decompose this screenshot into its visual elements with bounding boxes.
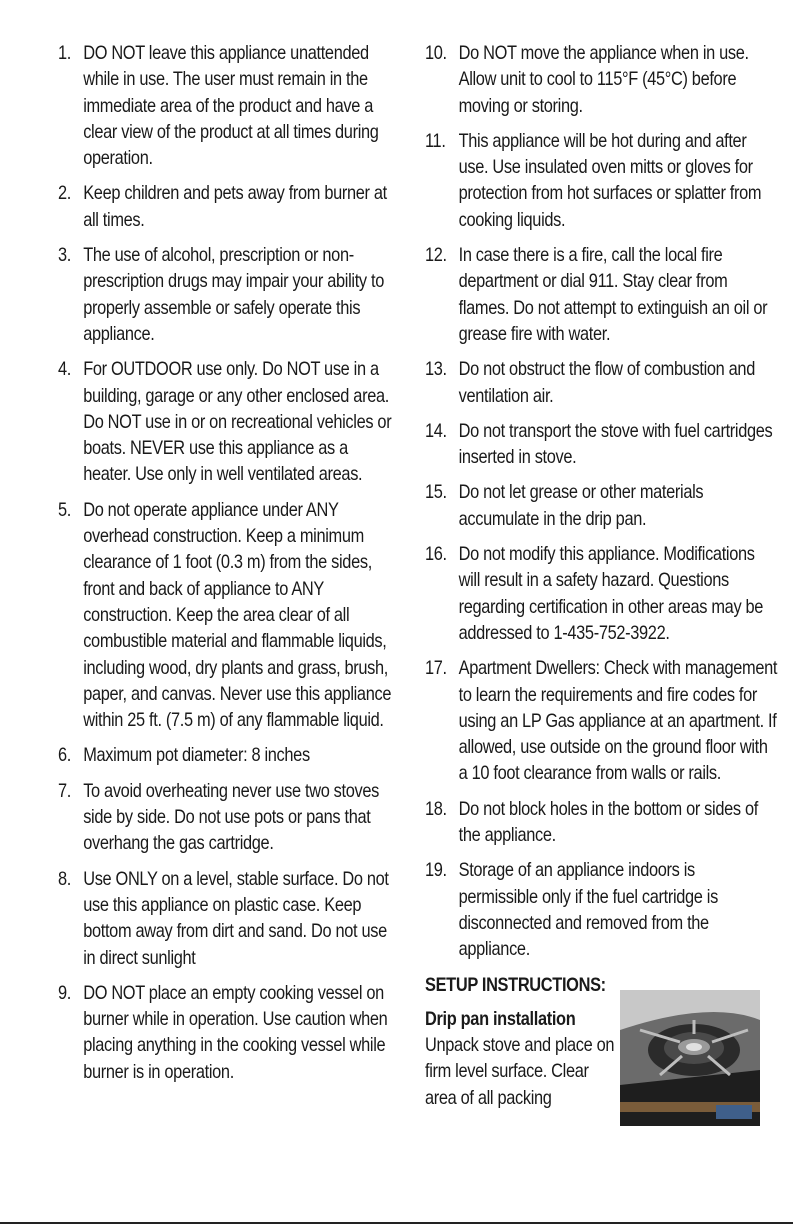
list-item: [425, 541, 778, 646]
item-text: Keep children and pets away from burner at all times.: [83, 182, 387, 231]
list-item: [58, 778, 398, 857]
list-item: [425, 857, 778, 962]
item-number: 5.: [58, 498, 71, 521]
item-text: Do not obstruct the flow of combustion and ventilation air.: [458, 358, 755, 407]
item-text: Maximum pot diameter: 8 inches: [83, 744, 310, 767]
list-item: [58, 866, 398, 971]
item-text: The use of alcohol, prescription or non-prescription drugs may impair your ability to properly assemble or safely operate this appliance.: [83, 244, 384, 345]
list-item: [58, 242, 398, 347]
left-column: [58, 40, 398, 1094]
item-number: 9.: [58, 981, 71, 1004]
list-item: [58, 180, 398, 233]
list-item: [425, 479, 778, 532]
item-number: 14.: [425, 419, 447, 442]
item-number: 11.: [425, 129, 446, 152]
list-item: [425, 242, 778, 347]
list-item: [425, 418, 778, 471]
item-number: 13.: [425, 358, 447, 381]
setup-heading: SETUP INSTRUCTIONS:: [425, 973, 606, 996]
item-number: 16.: [425, 543, 447, 566]
item-text: Do not transport the stove with fuel cartridges inserted in stove.: [458, 419, 773, 469]
item-text: For OUTDOOR use only. Do NOT use in a building, garage or any other enclosed area. Do NOT use in or on recreational vehicles or boats. NEVER use this appliance as a heater. Use only in well ventilated areas.: [83, 358, 392, 486]
item-number: 12.: [425, 244, 447, 267]
item-text: This appliance will be hot during and after use. Use insulated oven mitts or gloves for protection from hot surfaces or splatter from cooking liquids.: [458, 129, 762, 231]
list-item: [58, 497, 398, 734]
list-item: [425, 128, 778, 233]
item-text: Do not operate appliance under ANY overhead construction. Keep a minimum clearance of 1 foot (0.3 m) from the sides, front and back of appliance to ANY construction. Keep the area clear of all combustible material and flammable liquids, including wood, dry plants and grass, brush, paper, and canvas. Never use this appliance within 25 ft. (7.5 m) of any flammable liquid.: [83, 498, 392, 732]
bottom-rule: [0, 1222, 793, 1224]
list-item: [58, 742, 398, 768]
item-text: In case there is a fire, call the local fire department or dial 911. Stay clear from flames. Do not attempt to extinguish an oil or grease fire with water.: [458, 244, 768, 345]
list-item: [425, 796, 778, 849]
list-item: [58, 40, 398, 171]
item-number: 1.: [58, 42, 71, 64]
item-text: To avoid overheating never use two stoves side by side. Do not use pots or pans that overhang the gas cartridge.: [83, 779, 380, 855]
item-text: Apartment Dwellers: Check with management to learn the requirements and fire codes for using an LP Gas appliance at an apartment. If allowed, use outside on the ground floor with a 10 foot clearance from walls or rails.: [458, 657, 778, 785]
item-number: 6.: [58, 744, 71, 767]
list-item: [425, 356, 778, 409]
list-item: [425, 40, 778, 119]
item-number: 7.: [58, 779, 71, 802]
list-item: [58, 356, 398, 487]
item-text: Storage of an appliance indoors is permissible only if the fuel cartridge is disconnected and removed from the appliance.: [458, 859, 718, 961]
item-number: 15.: [425, 481, 447, 504]
item-text: DO NOT place an empty cooking vessel on burner while in operation. Use caution when placing anything in the cooking vessel while burner is in operation.: [83, 981, 388, 1083]
item-text: Do NOT move the appliance when in use. Allow unit to cool to 115°F (45°C) before moving or storing.: [458, 42, 749, 117]
right-column: [425, 40, 778, 1111]
list-item: [58, 980, 398, 1085]
list-item: [425, 655, 778, 786]
item-text: Do not block holes in the bottom or sides of the appliance.: [458, 797, 758, 847]
item-text: Use ONLY on a level, stable surface. Do not use this appliance on plastic case. Keep bottom away from dirt and sand. Do not use in direct sunlight: [83, 867, 389, 969]
item-number: 3.: [58, 244, 71, 267]
drip-pan-text: Unpack stove and place on firm level surface. Clear area of all packing: [425, 1034, 615, 1109]
item-text: Do not modify this appliance. Modifications will result in a safety hazard. Questions regarding certification in other areas may be addressed to 1-435-752-3922.: [458, 543, 764, 644]
item-number: 2.: [58, 182, 71, 205]
item-text: Do not let grease or other materials accumulate in the drip pan.: [458, 481, 704, 530]
item-number: 17.: [425, 657, 447, 680]
item-number: 18.: [425, 797, 447, 820]
portable-gas-stove-photo: [620, 990, 760, 1126]
item-text: DO NOT leave this appliance unattended while in use. The user must remain in the immediate area of the product and have a clear view of the product at all times during operation.: [83, 42, 379, 170]
item-number: 19.: [425, 859, 447, 882]
item-number: 4.: [58, 358, 71, 381]
item-number: 10.: [425, 42, 447, 64]
item-number: 8.: [58, 867, 71, 890]
stove-illustration-icon: [620, 990, 760, 1126]
drip-pan-heading: Drip pan installation: [425, 1007, 576, 1030]
